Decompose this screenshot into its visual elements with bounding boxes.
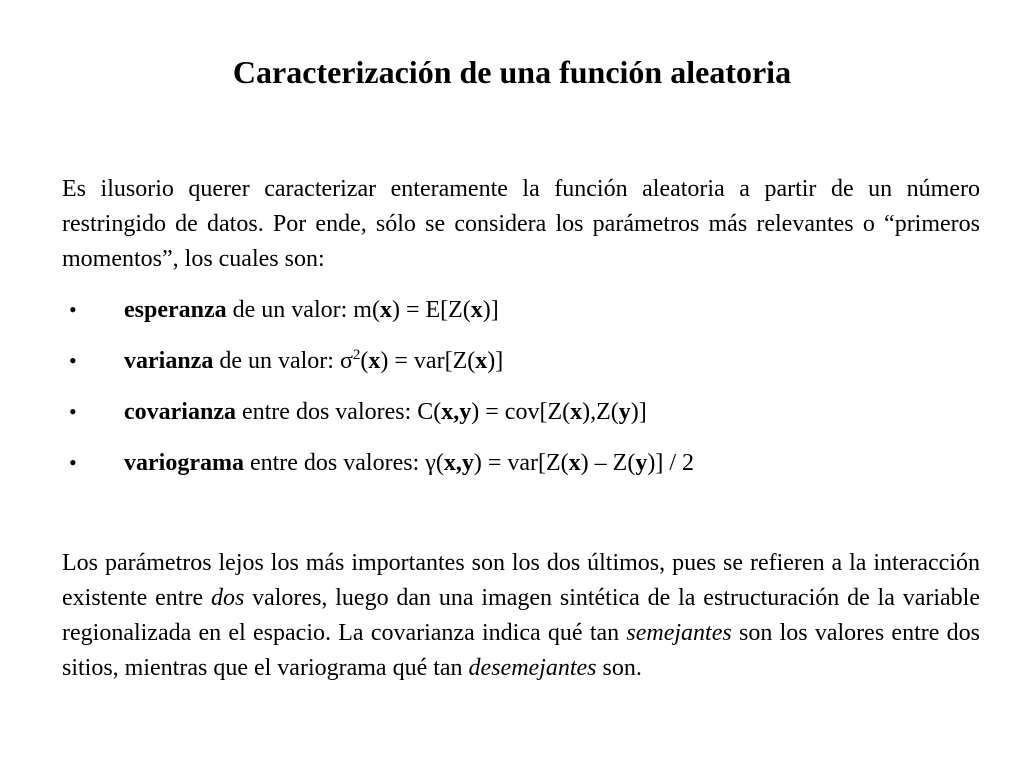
list-item-esperanza bbox=[62, 290, 980, 341]
term-covarianza: covarianza bbox=[124, 399, 236, 425]
var-xy: x,y bbox=[443, 450, 474, 476]
closing-text: son los valores entre dos sitios, mientras que el variograma qué tan bbox=[62, 620, 980, 681]
formula-text: entre dos valores: γ( bbox=[243, 450, 444, 476]
list-item-variograma bbox=[62, 443, 980, 494]
closing-paragraph bbox=[62, 546, 980, 686]
formula-text: ),Z( bbox=[582, 399, 619, 425]
term-varianza: varianza bbox=[124, 348, 214, 374]
var-x: x bbox=[568, 450, 581, 476]
closing-text: valores, luego dan una imagen sintética de la estructuración de la variable regionalizada en el espacio. La covarianza indica qué tan bbox=[62, 585, 980, 646]
formula-text: de un valor: m( bbox=[226, 297, 380, 323]
formula-text: ) = cov[Z( bbox=[471, 399, 571, 425]
slide-title: Caracterización de una función aleatoria bbox=[232, 54, 792, 90]
var-xy: x,y bbox=[441, 399, 472, 425]
term-variograma: variograma bbox=[124, 450, 244, 476]
formula-text: entre dos valores: C( bbox=[235, 399, 442, 425]
var-x: x bbox=[475, 348, 488, 374]
formula-text: )] bbox=[487, 348, 504, 374]
intro-paragraph: Es ilusorio querer caracterizar enteramente la función aleatoria a partir de un número restringido de datos. Por ende, sólo se considera los parámetros más relevantes o “primeros momentos”, los cuales son: bbox=[62, 176, 980, 272]
var-y: y bbox=[635, 450, 648, 476]
moments-list bbox=[62, 290, 980, 494]
var-x: x bbox=[368, 348, 381, 374]
list-item-varianza bbox=[62, 341, 980, 392]
var-x: x bbox=[379, 297, 392, 323]
bullet-icon: • bbox=[69, 399, 77, 424]
bullet-icon: • bbox=[69, 450, 77, 475]
emphasis-semejantes: semejantes bbox=[626, 620, 732, 646]
formula-text: ) = var[Z( bbox=[380, 348, 476, 374]
emphasis-dos: dos bbox=[210, 585, 245, 611]
formula-text: )] bbox=[630, 399, 647, 425]
formula-text: ) = E[Z( bbox=[391, 297, 471, 323]
var-x: x bbox=[470, 297, 483, 323]
emphasis-desemejantes: desemejantes bbox=[468, 655, 597, 681]
var-x: x bbox=[570, 399, 583, 425]
formula-text: ) = var[Z( bbox=[473, 450, 569, 476]
superscript-2: 2 bbox=[352, 347, 361, 363]
formula-text: de un valor: σ bbox=[213, 348, 353, 374]
list-item-covarianza bbox=[62, 392, 980, 443]
bullet-icon: • bbox=[69, 297, 77, 322]
formula-text: ( bbox=[360, 348, 369, 374]
formula-text: )] bbox=[482, 297, 499, 323]
closing-text: son. bbox=[596, 655, 642, 681]
bullet-icon: • bbox=[69, 348, 77, 373]
closing-text: Los parámetros lejos los más importantes son los dos últimos, pues se refieren a la interacción existente entre bbox=[62, 550, 980, 611]
term-esperanza: esperanza bbox=[124, 297, 227, 323]
formula-text: )] / 2 bbox=[647, 450, 694, 476]
var-y: y bbox=[618, 399, 631, 425]
formula-text: ) – Z( bbox=[580, 450, 636, 476]
